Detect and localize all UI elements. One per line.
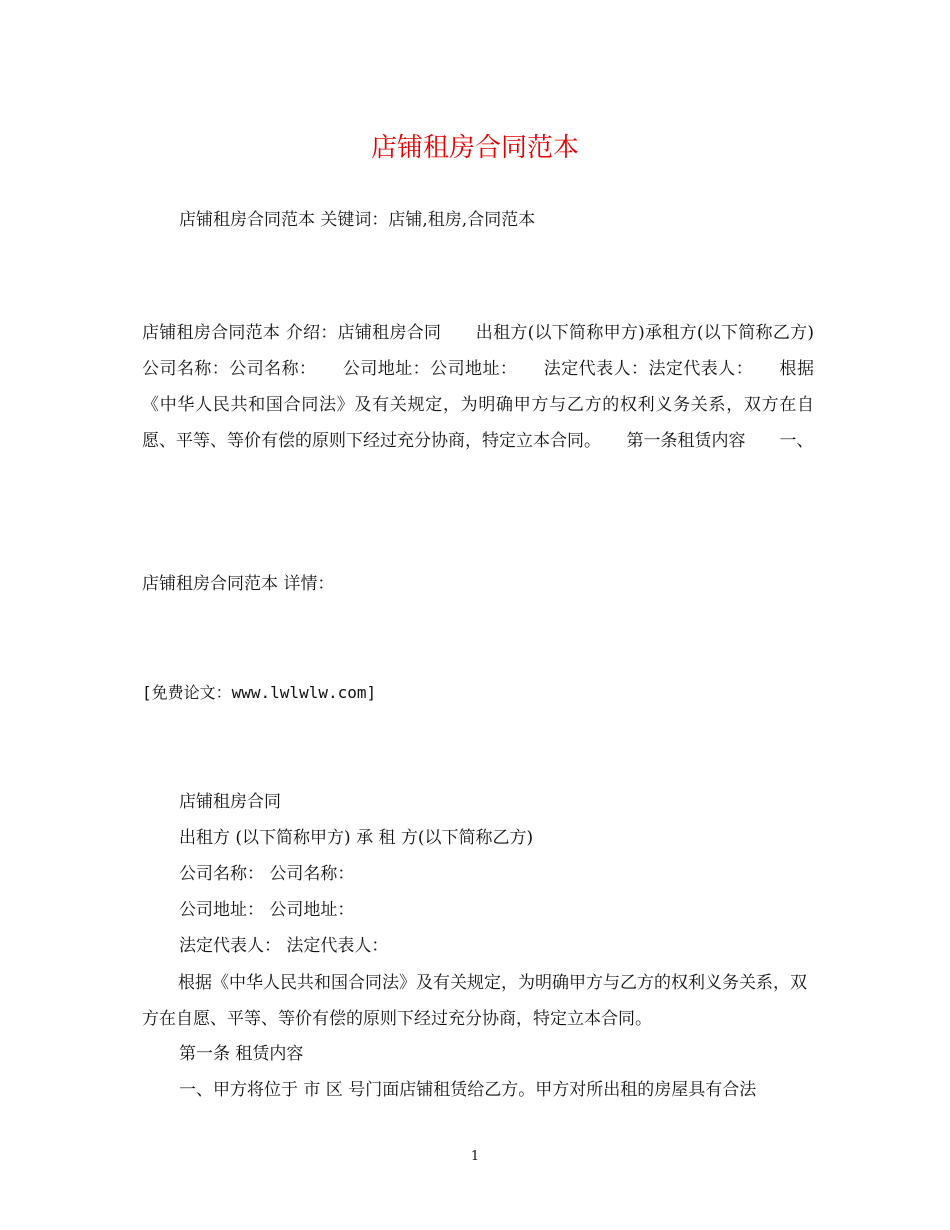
company-address-line: 公司地址： 公司地址： bbox=[179, 900, 355, 920]
details-line: 店铺租房合同范本 详情： bbox=[142, 574, 335, 594]
legal-representative-line: 法定代表人： 法定代表人： bbox=[179, 936, 389, 956]
clause-one-line: 一、甲方将位于 市 区 号门面店铺租赁给乙方。甲方对所出租的房屋具有合法 bbox=[179, 1080, 757, 1100]
free-paper-link[interactable]: [免费论文：www.lwlwlw.com] bbox=[142, 683, 377, 702]
basis-paragraph: 根据《中华人民共和国合同法》及有关规定，为明确甲方与乙方的权利义务关系，双方在自愿、平等、等价有偿的原则下经过充分协商，特定立本合同。 bbox=[142, 973, 807, 1029]
intro-paragraph: 店铺租房合同范本 介绍：店铺租房合同 出租方(以下简称甲方)承租方(以下简称乙方) 公司名称：公司名称： 公司地址：公司地址： 法定代表人：法定代表人： 根据《中华人民共和国合同法》及有关规定，为明确甲方与乙方的权利义务关系，双方在自愿、平等、等价有偿的原则下经过充分协商，特定立本合同。 第一条租赁内容 一、 bbox=[142, 323, 848, 451]
page-number: 1 bbox=[470, 1149, 480, 1164]
keywords-line: 店铺租房合同范本 关键词：店铺,租房,合同范本 bbox=[179, 210, 536, 230]
article-one-heading: 第一条 租赁内容 bbox=[179, 1044, 304, 1064]
contract-heading: 店铺租房合同 bbox=[179, 792, 281, 812]
parties-line: 出租方 (以下简称甲方) 承 租 方(以下简称乙方) bbox=[179, 828, 534, 848]
company-name-line: 公司名称： 公司名称： bbox=[179, 864, 355, 884]
document-title: 店铺租房合同范本 bbox=[370, 133, 579, 163]
